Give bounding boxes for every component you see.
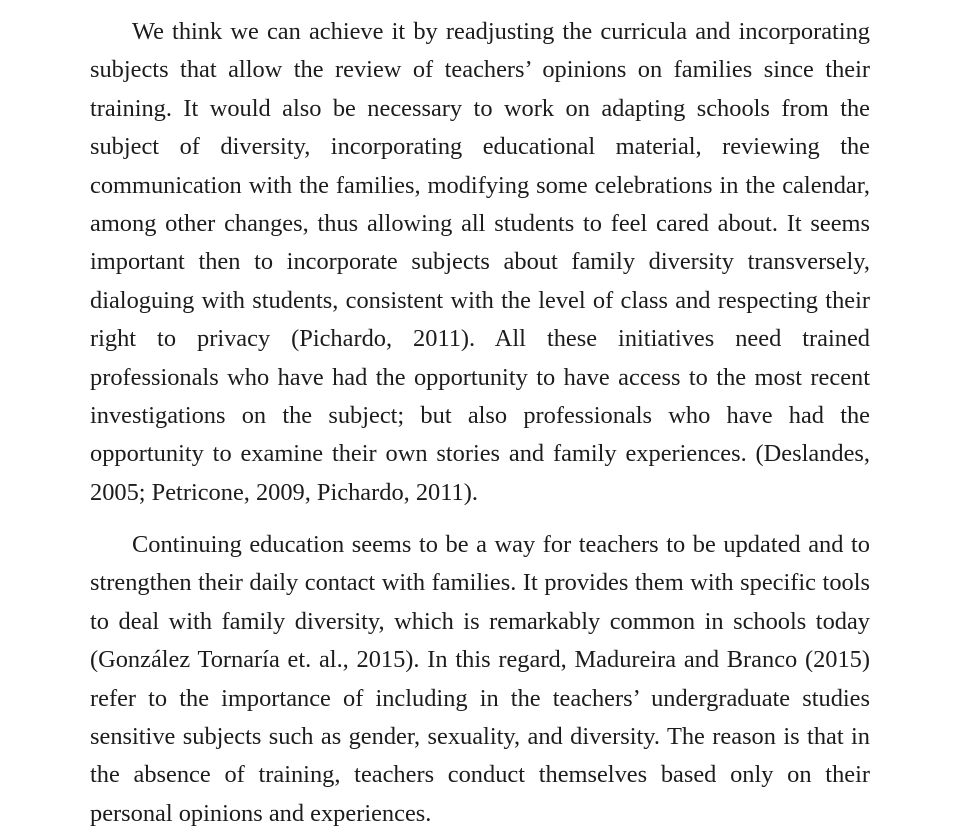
body-paragraph: We think we can achieve it by readjusting the curricula and incorporating subjects that allow the review of teachers’ opinions on families since their training. It would also be necessary to work on adapting schools from the subject of diversity, incorporating educational material, reviewing the communication with the families, modifying some celebrations in the calendar, among other changes, thus allowing all students to feel cared about. It seems important then to incorporate subjects about family diversity transversely, dialoguing with students, consistent with the level of class and respecting their right to privacy (Pichardo, 2011). All these initiatives need trained professionals who have had the opportunity to have access to the most recent investigations on the subject; but also professionals who have had the opportunity to examine their own stories and family experiences. (Deslandes, 2005; Petricone, 2009, Pichardo, 2011).	[90, 18, 870, 506]
body-paragraph: Continuing education seems to be a way for teachers to be updated and to strengthen their daily contact with families. It provides them with specific tools to deal with family diversity, which is remarkably common in schools today (González Tornaría et. al., 2015). In this regard, Madureira and Branco (2015) refer to the importance of including in the teachers’ undergraduate studies sensitive subjects such as gender, sexuality, and diversity. The reason is that in the absence of training, teachers conduct themselves based only on their personal opinions and experiences.	[90, 531, 870, 827]
